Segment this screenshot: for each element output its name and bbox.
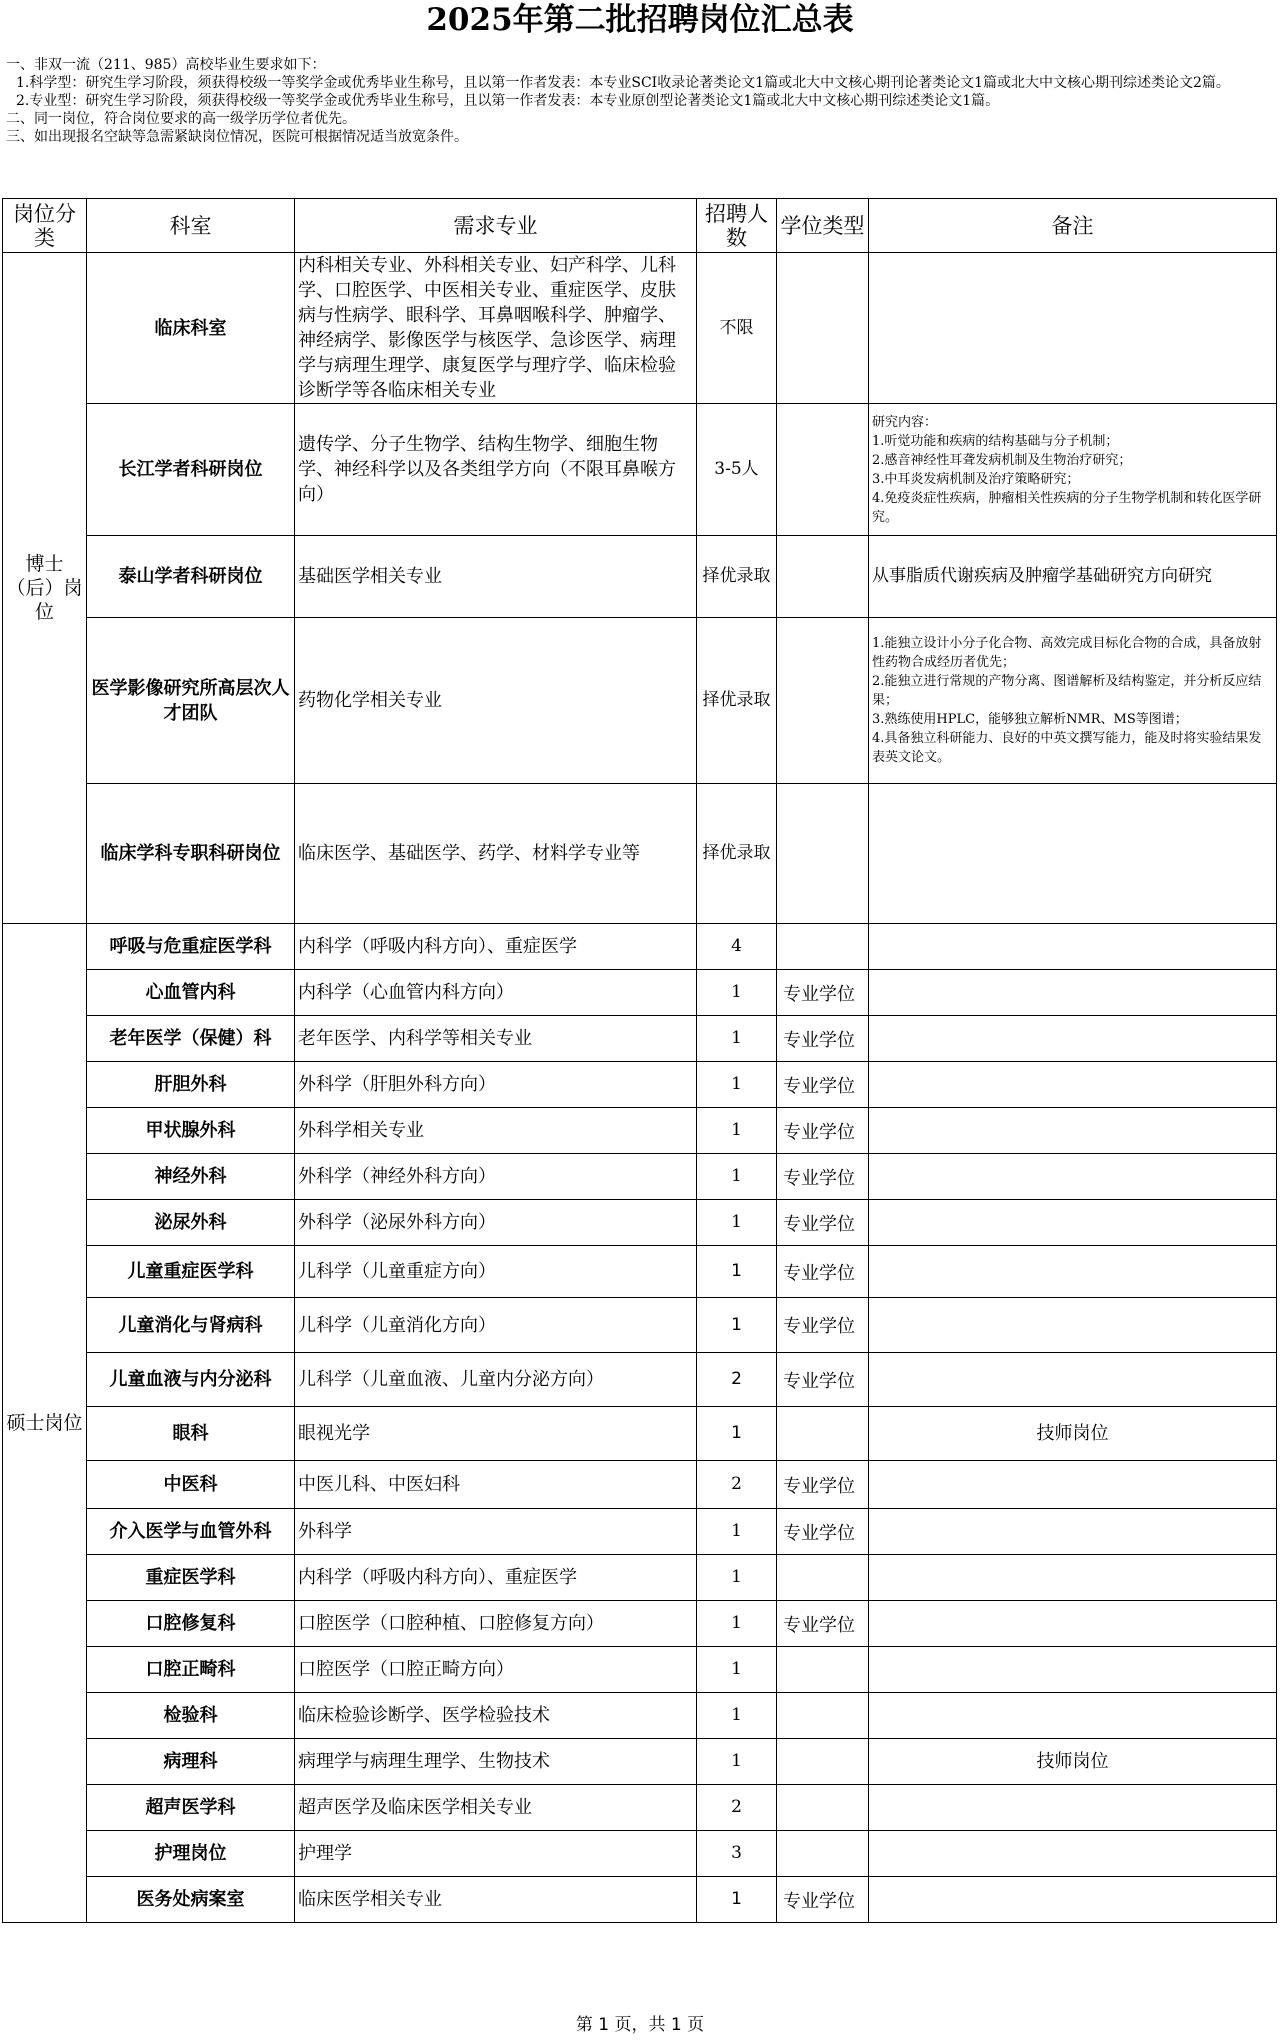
count-cell: 择优录取 xyxy=(697,618,777,784)
remark-cell xyxy=(869,924,1277,970)
note-1a: 1.科学型：研究生学习阶段，须获得校级一等奖学金或优秀毕业生称号，且以第一作者发表：本专业SCI收录论著类论文1篇或北大中文核心期刊论著类论文1篇或北大中文核心期刊综述类论文2篇。 xyxy=(16,75,1230,91)
degree-cell xyxy=(777,1407,869,1461)
dept-cell: 介入医学与血管外科 xyxy=(87,1509,295,1555)
major-cell: 中医儿科、中医妇科 xyxy=(295,1461,697,1509)
major-cell: 外科学（肝胆外科方向） xyxy=(295,1062,697,1108)
remark-cell xyxy=(869,1108,1277,1154)
major-cell: 口腔医学（口腔正畸方向） xyxy=(295,1647,697,1693)
degree-cell xyxy=(777,618,869,784)
table-row xyxy=(3,1246,1277,1298)
remark-cell xyxy=(869,1200,1277,1246)
count-cell: 不限 xyxy=(697,253,777,404)
count-cell: 1 xyxy=(697,1154,777,1200)
major-cell: 临床医学相关专业 xyxy=(295,1877,697,1923)
remark-cell xyxy=(869,970,1277,1016)
table-row xyxy=(3,1831,1277,1877)
requirements-notes xyxy=(6,56,1272,146)
count-cell: 择优录取 xyxy=(697,784,777,924)
master-category-cell: 硕士岗位 xyxy=(3,924,87,1923)
dept-cell: 老年医学（保健）科 xyxy=(87,1016,295,1062)
remark-cell: 从事脂质代谢疾病及肿瘤学基础研究方向研究 xyxy=(869,536,1277,618)
page-footer: 第 1 页，共 1 页 xyxy=(575,2015,705,2035)
count-cell: 1 xyxy=(697,1877,777,1923)
remark-cell xyxy=(869,1016,1277,1062)
major-cell: 内科相关专业、外科相关专业、妇产科学、儿科学、口腔医学、中医相关专业、重症医学、皮肤病与性病学、眼科学、耳鼻咽喉科学、肿瘤学、神经病学、影像医学与核医学、急诊医学、病理学与病理生理学、康复医学与理疗学、临床检验诊断学等各临床相关专业 xyxy=(295,253,697,404)
table-row xyxy=(3,1877,1277,1923)
count-cell: 1 xyxy=(697,1062,777,1108)
remark-cell xyxy=(869,1831,1277,1877)
count-cell: 1 xyxy=(697,1509,777,1555)
dept-cell: 神经外科 xyxy=(87,1154,295,1200)
remark-cell xyxy=(869,253,1277,404)
dept-cell: 泰山学者科研岗位 xyxy=(87,536,295,618)
dept-cell: 检验科 xyxy=(87,1693,295,1739)
dept-cell: 儿童消化与肾病科 xyxy=(87,1298,295,1353)
degree-cell: 专业学位 xyxy=(777,1601,869,1647)
major-cell: 药物化学相关专业 xyxy=(295,618,697,784)
degree-cell: 专业学位 xyxy=(777,1200,869,1246)
table-row xyxy=(3,1108,1277,1154)
remark-cell xyxy=(869,618,1277,784)
remark-line: 2.能独立进行常规的产物分离、图谱解析及结构鉴定，并分析反应结果； xyxy=(872,674,1262,708)
table-row xyxy=(3,253,1277,404)
note-3: 三、如出现报名空缺等急需紧缺岗位情况，医院可根据情况适当放宽条件。 xyxy=(6,129,468,145)
count-cell: 择优录取 xyxy=(697,536,777,618)
table-row xyxy=(3,1298,1277,1353)
dept-cell: 眼科 xyxy=(87,1407,295,1461)
dept-cell: 重症医学科 xyxy=(87,1555,295,1601)
degree-cell xyxy=(777,784,869,924)
remark-line: 研究内容： xyxy=(872,414,938,430)
count-cell: 1 xyxy=(697,1246,777,1298)
dept-cell: 泌尿外科 xyxy=(87,1200,295,1246)
remark-cell xyxy=(869,1647,1277,1693)
major-cell: 老年医学、内科学等相关专业 xyxy=(295,1016,697,1062)
major-cell: 临床检验诊断学、医学检验技术 xyxy=(295,1693,697,1739)
major-cell: 外科学相关专业 xyxy=(295,1108,697,1154)
remark-line: 1.能独立设计小分子化合物、高效完成目标化合物的合成，具备放射性药物合成经历者优先； xyxy=(872,636,1262,670)
remark-cell xyxy=(869,1461,1277,1509)
table-row xyxy=(3,1200,1277,1246)
degree-cell: 专业学位 xyxy=(777,1877,869,1923)
remark-cell xyxy=(869,1154,1277,1200)
dept-cell: 儿童重症医学科 xyxy=(87,1246,295,1298)
table-row xyxy=(3,924,1277,970)
count-cell: 2 xyxy=(697,1353,777,1407)
dept-cell: 医务处病案室 xyxy=(87,1877,295,1923)
header-major: 需求专业 xyxy=(295,199,697,253)
table-row xyxy=(3,1016,1277,1062)
dept-cell: 呼吸与危重症医学科 xyxy=(87,924,295,970)
dept-cell: 口腔修复科 xyxy=(87,1601,295,1647)
dept-cell: 长江学者科研岗位 xyxy=(87,404,295,536)
table-row xyxy=(3,536,1277,618)
remark-line: 2.感音神经性耳聋发病机制及生物治疗研究； xyxy=(872,452,1132,468)
dept-cell: 临床科室 xyxy=(87,253,295,404)
major-cell: 超声医学及临床医学相关专业 xyxy=(295,1785,697,1831)
degree-cell xyxy=(777,1693,869,1739)
degree-cell xyxy=(777,1739,869,1785)
major-cell: 临床医学、基础医学、药学、材料学专业等 xyxy=(295,784,697,924)
major-cell: 遗传学、分子生物学、结构生物学、细胞生物学、神经科学以及各类组学方向（不限耳鼻喉方向） xyxy=(295,404,697,536)
note-1b: 2.专业型：研究生学习阶段，须获得校级一等奖学金或优秀毕业生称号，且以第一作者发表：本专业原创型论著类论文1篇或北大中文核心期刊综述类论文1篇。 xyxy=(16,93,1000,109)
remark-cell xyxy=(869,1353,1277,1407)
remark-cell xyxy=(869,1785,1277,1831)
count-cell: 1 xyxy=(697,1108,777,1154)
degree-cell xyxy=(777,1647,869,1693)
degree-cell xyxy=(777,1785,869,1831)
degree-cell: 专业学位 xyxy=(777,1461,869,1509)
table-row xyxy=(3,1693,1277,1739)
degree-cell xyxy=(777,536,869,618)
positions-table xyxy=(2,198,1277,1923)
degree-cell: 专业学位 xyxy=(777,1108,869,1154)
header-category: 岗位分类 xyxy=(3,199,87,253)
table-row xyxy=(3,1062,1277,1108)
degree-cell: 专业学位 xyxy=(777,1509,869,1555)
major-cell: 基础医学相关专业 xyxy=(295,536,697,618)
table-row xyxy=(3,1555,1277,1601)
remark-cell: 技师岗位 xyxy=(869,1739,1277,1785)
major-cell: 儿科学（儿童血液、儿童内分泌方向） xyxy=(295,1353,697,1407)
count-cell: 1 xyxy=(697,1647,777,1693)
major-cell: 外科学 xyxy=(295,1509,697,1555)
remark-cell xyxy=(869,1298,1277,1353)
remark-cell xyxy=(869,1246,1277,1298)
remark-line: 3.中耳炎发病机制及治疗策略研究； xyxy=(872,471,1080,487)
major-cell: 内科学（心血管内科方向） xyxy=(295,970,697,1016)
count-cell: 1 xyxy=(697,1407,777,1461)
count-cell: 1 xyxy=(697,970,777,1016)
degree-cell: 专业学位 xyxy=(777,970,869,1016)
remark-cell: 技师岗位 xyxy=(869,1407,1277,1461)
table-row xyxy=(3,1601,1277,1647)
major-cell: 外科学（神经外科方向） xyxy=(295,1154,697,1200)
degree-cell: 专业学位 xyxy=(777,1154,869,1200)
count-cell: 1 xyxy=(697,1200,777,1246)
table-row xyxy=(3,404,1277,536)
count-cell: 1 xyxy=(697,1739,777,1785)
major-cell: 儿科学（儿童消化方向） xyxy=(295,1298,697,1353)
remark-cell xyxy=(869,1062,1277,1108)
dept-cell: 肝胆外科 xyxy=(87,1062,295,1108)
doctor-category-cell: 博士（后）岗位 xyxy=(3,253,87,924)
remark-cell xyxy=(869,1509,1277,1555)
degree-cell: 专业学位 xyxy=(777,1298,869,1353)
major-cell: 内科学（呼吸内科方向）、重症医学 xyxy=(295,924,697,970)
note-2: 二、同一岗位，符合岗位要求的高一级学历学位者优先。 xyxy=(6,111,356,127)
remark-line: 4.具备独立科研能力、良好的中英文撰写能力，能及时将实验结果发表英文论文。 xyxy=(872,731,1262,765)
count-cell: 1 xyxy=(697,1693,777,1739)
remark-cell xyxy=(869,404,1277,536)
major-cell: 口腔医学（口腔种植、口腔修复方向） xyxy=(295,1601,697,1647)
header-num: 招聘人数 xyxy=(697,199,777,253)
header-remark: 备注 xyxy=(869,199,1277,253)
degree-cell xyxy=(777,1555,869,1601)
count-cell: 3 xyxy=(697,1831,777,1877)
table-row xyxy=(3,784,1277,924)
table-row xyxy=(3,1154,1277,1200)
remark-line: 3.熟练使用HPLC，能够独立解析NMR、MS等图谱； xyxy=(872,712,1188,727)
remark-line: 4.免疫炎症性疾病，肿瘤相关性疾病的分子生物学机制和转化医学研究。 xyxy=(872,490,1262,525)
table-row xyxy=(3,618,1277,784)
table-row xyxy=(3,1407,1277,1461)
dept-cell: 医学影像研究所高层次人才团队 xyxy=(87,618,295,784)
major-cell: 内科学（呼吸内科方向）、重症医学 xyxy=(295,1555,697,1601)
degree-cell xyxy=(777,253,869,404)
table-row xyxy=(3,1509,1277,1555)
count-cell: 3-5人 xyxy=(697,404,777,536)
degree-cell: 专业学位 xyxy=(777,1246,869,1298)
degree-cell xyxy=(777,924,869,970)
page-title: 2025年第二批招聘岗位汇总表 xyxy=(426,2,854,38)
remark-cell xyxy=(869,1877,1277,1923)
count-cell: 1 xyxy=(697,1298,777,1353)
remark-cell xyxy=(869,1601,1277,1647)
dept-cell: 中医科 xyxy=(87,1461,295,1509)
degree-cell xyxy=(777,404,869,536)
dept-cell: 超声医学科 xyxy=(87,1785,295,1831)
degree-cell: 专业学位 xyxy=(777,1016,869,1062)
table-row xyxy=(3,1785,1277,1831)
header-dept: 科室 xyxy=(87,199,295,253)
major-cell: 眼视光学 xyxy=(295,1407,697,1461)
major-cell: 外科学（泌尿外科方向） xyxy=(295,1200,697,1246)
count-cell: 2 xyxy=(697,1785,777,1831)
dept-cell: 儿童血液与内分泌科 xyxy=(87,1353,295,1407)
count-cell: 1 xyxy=(697,1601,777,1647)
dept-cell: 甲状腺外科 xyxy=(87,1108,295,1154)
count-cell: 1 xyxy=(697,1016,777,1062)
major-cell: 病理学与病理生理学、生物技术 xyxy=(295,1739,697,1785)
header-degree: 学位类型 xyxy=(777,199,869,253)
count-cell: 2 xyxy=(697,1461,777,1509)
dept-cell: 护理岗位 xyxy=(87,1831,295,1877)
table-row xyxy=(3,1461,1277,1509)
table-row xyxy=(3,1647,1277,1693)
dept-cell: 心血管内科 xyxy=(87,970,295,1016)
remark-cell xyxy=(869,784,1277,924)
degree-cell: 专业学位 xyxy=(777,1062,869,1108)
major-cell: 儿科学（儿童重症方向） xyxy=(295,1246,697,1298)
table-row xyxy=(3,1739,1277,1785)
note-1: 一、非双一流（211、985）高校毕业生要求如下： xyxy=(6,57,326,73)
dept-cell: 临床学科专职科研岗位 xyxy=(87,784,295,924)
major-cell: 护理学 xyxy=(295,1831,697,1877)
dept-cell: 口腔正畸科 xyxy=(87,1647,295,1693)
remark-cell xyxy=(869,1693,1277,1739)
degree-cell xyxy=(777,1831,869,1877)
remark-line: 1.听觉功能和疾病的结构基础与分子机制； xyxy=(872,433,1119,449)
table-row xyxy=(3,970,1277,1016)
table-row xyxy=(3,1353,1277,1407)
degree-cell: 专业学位 xyxy=(777,1353,869,1407)
count-cell: 1 xyxy=(697,1555,777,1601)
count-cell: 4 xyxy=(697,924,777,970)
header-row xyxy=(3,199,1277,253)
dept-cell: 病理科 xyxy=(87,1739,295,1785)
remark-cell xyxy=(869,1555,1277,1601)
